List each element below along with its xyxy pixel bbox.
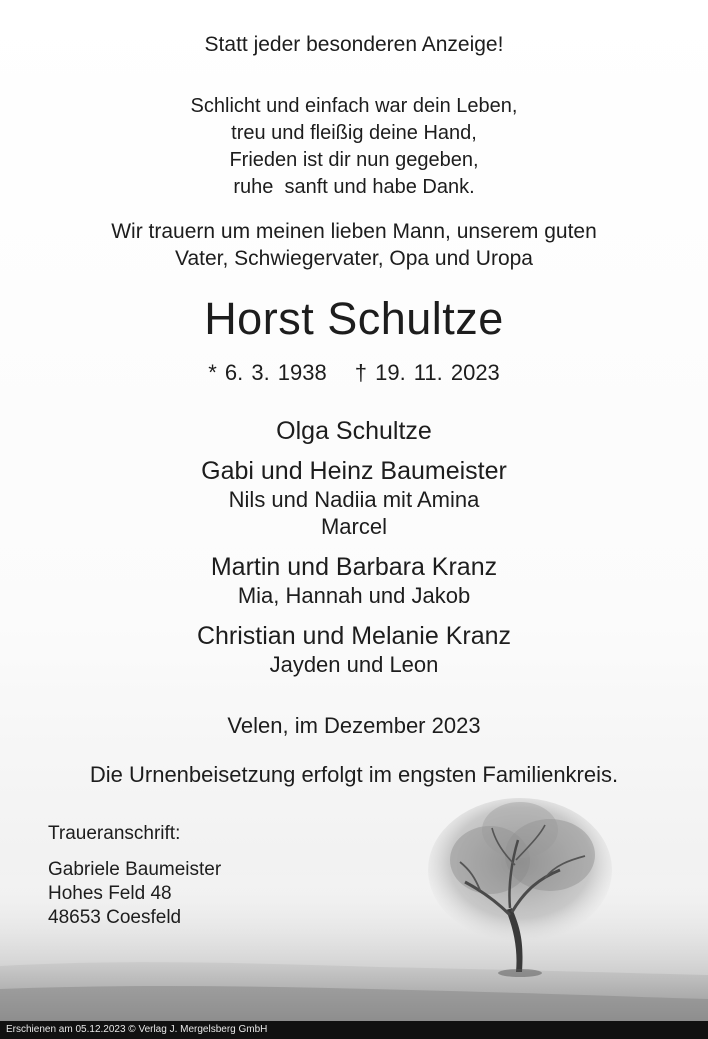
intro-line: Wir trauern um meinen lieben Mann, unserem guten bbox=[111, 220, 597, 243]
poem-line: treu und fleißig deine Hand, bbox=[231, 122, 477, 144]
intro-line: Vater, Schwiegervater, Opa und Uropa bbox=[175, 247, 533, 270]
family-list bbox=[0, 416, 708, 678]
mourning-address bbox=[48, 822, 221, 930]
poem-line: ruhe sanft und habe Dank. bbox=[233, 176, 475, 198]
family-group-child: Nils und Nadiia mit Amina bbox=[228, 487, 480, 512]
death-date: † 19. 11. 2023 bbox=[354, 360, 500, 385]
family-group bbox=[0, 552, 708, 609]
address-line: Gabriele Baumeister bbox=[48, 859, 222, 880]
family-group-main: Christian und Melanie Kranz bbox=[196, 622, 512, 650]
spouse-name: Olga Schultze bbox=[276, 417, 432, 445]
family-group-main: Gabi und Heinz Baumeister bbox=[201, 457, 507, 485]
tree-image bbox=[420, 790, 620, 980]
address-line: Hohes Feld 48 bbox=[48, 883, 172, 904]
birth-date: * 6. 3. 1938 bbox=[208, 360, 327, 385]
poem-line: Schlicht und einfach war dein Leben, bbox=[190, 95, 518, 117]
family-group bbox=[0, 456, 708, 540]
publication-footer: Erschienen am 05.12.2023 © Verlag J. Mergelsberg GmbH bbox=[0, 1021, 708, 1039]
family-group-child: Jayden und Leon bbox=[269, 652, 439, 677]
place-date: Velen, im Dezember 2023 bbox=[227, 713, 481, 738]
life-dates bbox=[0, 360, 708, 386]
family-group-child: Mia, Hannah und Jakob bbox=[237, 583, 471, 608]
poem bbox=[0, 93, 708, 201]
family-group-child: Marcel bbox=[320, 514, 387, 539]
intro-text bbox=[0, 218, 708, 272]
family-group-main: Martin und Barbara Kranz bbox=[210, 553, 498, 581]
header-text: Statt jeder besonderen Anzeige! bbox=[204, 33, 504, 56]
deceased-name: Horst Schultze bbox=[204, 293, 504, 344]
burial-notice: Die Urnenbeisetzung erfolgt im engsten Familienkreis. bbox=[89, 762, 619, 787]
address-label: Traueranschrift: bbox=[48, 823, 181, 844]
family-group bbox=[0, 621, 708, 678]
poem-line: Frieden ist dir nun gegeben, bbox=[229, 149, 479, 171]
address-line: 48653 Coesfeld bbox=[48, 907, 182, 928]
